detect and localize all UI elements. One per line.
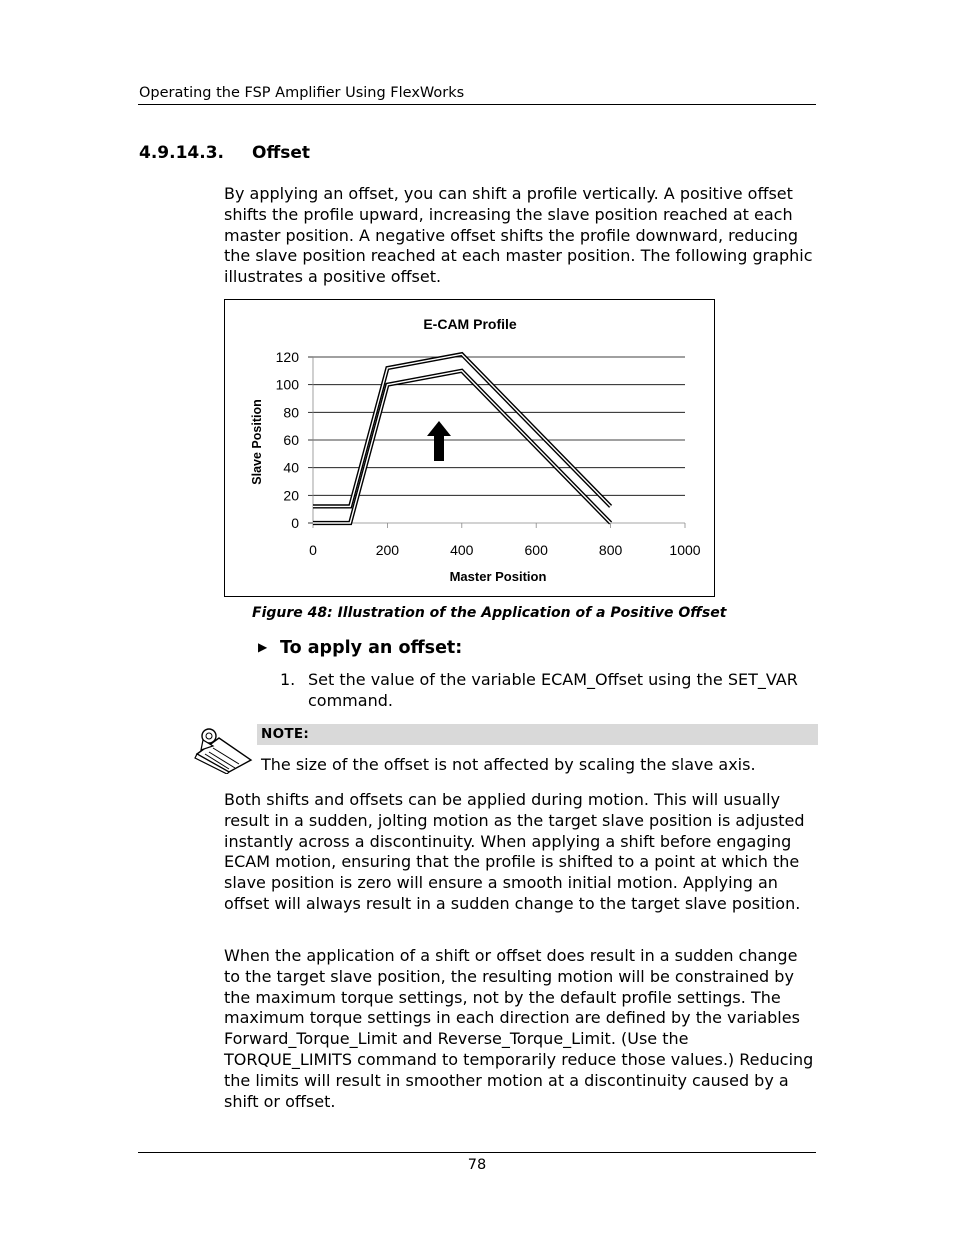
x-tick-label: 600	[524, 542, 548, 558]
body-paragraph-1: Both shifts and offsets can be applied during motion. This will usually result in a sudden, jolting motion as the target slave position is adjusted instantly across a discontinuity. When applying a shift before engaging ECAM motion, ensuring that the profile is shifted to a point at which the slave position is zero will ensure a smooth initial motion. Applying an offset will always result in a sudden change to the target slave position.	[224, 790, 805, 913]
up-arrow-icon	[427, 421, 451, 461]
y-tick-label: 20	[283, 487, 299, 504]
y-tick-label: 0	[291, 515, 299, 531]
x-tick-label: 800	[598, 542, 623, 558]
series-line-outline	[313, 371, 611, 523]
procedure-heading	[258, 638, 462, 658]
step-number: 1.	[280, 670, 296, 689]
x-tick-label: 1000	[669, 542, 701, 558]
y-tick-label: 40	[283, 459, 299, 476]
procedure-arrow-icon: ▶	[258, 640, 268, 654]
y-tick-label: 80	[283, 404, 299, 421]
section-heading	[139, 143, 310, 163]
note-icon	[193, 724, 255, 774]
y-tick-label: 100	[275, 376, 299, 393]
y-tick-label: 120	[275, 349, 299, 365]
x-axis-label: Master Position	[449, 569, 547, 584]
chart-title: E-CAM Profile	[423, 316, 517, 332]
y-axis-label: Slave Position	[250, 399, 264, 485]
procedure-title: To apply an offset:	[280, 638, 463, 658]
step-text: Set the value of the variable ECAM_Offset using the SET_VAR command.	[308, 670, 798, 710]
x-tick-label: 200	[375, 542, 400, 558]
note-text: The size of the offset is not affected by scaling the slave axis.	[261, 755, 756, 774]
body-paragraph-2: When the application of a shift or offset does result in a sudden change to the target slave position, the resulting motion will be constrained by the maximum torque settings, not by the default profile settings. The maximum torque settings in each direction are defined by the variables Forward_Torque_Limit and Reverse_Torque_Limit. (Use the TORQUE_LIMITS command to temporarily reduce those values.) Reducing the limits will result in smoother motion at a discontinuity caused by a shift or offset.	[224, 946, 814, 1111]
x-tick-label: 0	[309, 542, 317, 558]
procedure-step	[280, 670, 800, 712]
series-line-outline	[313, 354, 611, 506]
section-number: 4.9.14.3.	[139, 143, 224, 163]
section-title: Offset	[252, 143, 310, 163]
header-rule	[138, 104, 816, 105]
note-header-bar	[257, 724, 818, 745]
figure-caption: Figure 48: Illustration of the Application of a Positive Offset	[252, 605, 727, 621]
x-tick-label: 400	[450, 542, 474, 558]
ecam-chart	[225, 300, 716, 598]
footer-rule	[138, 1152, 816, 1153]
intro-paragraph: By applying an offset, you can shift a profile vertically. A positive offset shifts the profile upward, increasing the slave position reached at each master position. A negative offset shifts the profile downward, reducing the slave position reached at each master position. The following graphic illustrates a positive offset.	[224, 184, 813, 287]
chart-figure	[224, 299, 715, 597]
page-number: 78	[467, 1157, 487, 1173]
note-label: NOTE:	[261, 726, 310, 742]
running-header: Operating the FSP Amplifier Using FlexWorks	[139, 85, 465, 101]
y-tick-label: 60	[283, 432, 299, 448]
